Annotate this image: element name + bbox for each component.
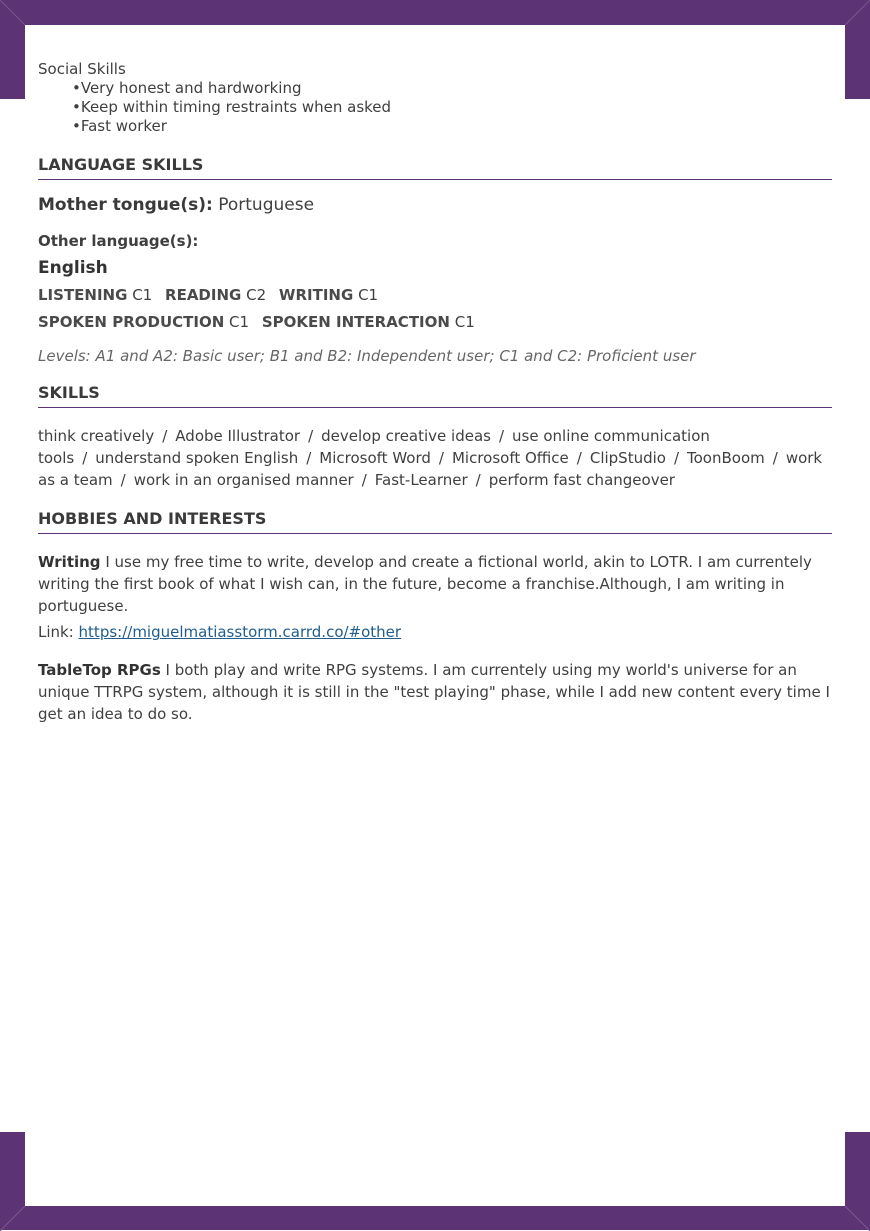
language-name: English bbox=[38, 258, 108, 278]
skill-item: Microsoft Office bbox=[451, 449, 569, 467]
skill-separator: / bbox=[475, 471, 481, 489]
skill-separator: / bbox=[308, 427, 314, 445]
portfolio-link[interactable]: https://miguelmatiasstorm.carrd.co/#other bbox=[78, 623, 402, 641]
corner-bottom-right bbox=[845, 1132, 870, 1230]
hobby-tabletop-rpgs bbox=[38, 659, 832, 725]
writing-value: C1 bbox=[358, 286, 379, 304]
skill-separator: / bbox=[438, 449, 444, 467]
skill-separator: / bbox=[673, 449, 680, 467]
corner-top-left bbox=[0, 0, 25, 99]
hobbies-heading: HOBBIES AND INTERESTS bbox=[38, 509, 832, 534]
skill-item: Fast-Learner bbox=[374, 471, 468, 489]
language-levels-row-2 bbox=[38, 313, 832, 332]
social-skills-title: Social Skills bbox=[38, 60, 126, 78]
skill-item: understand spoken English bbox=[95, 449, 299, 467]
mother-tongue-label: Mother tongue(s): bbox=[38, 195, 213, 215]
skill-separator: / bbox=[82, 449, 88, 467]
cv-content bbox=[38, 60, 832, 725]
skill-item: ClipStudio bbox=[589, 449, 666, 467]
corner-top-right bbox=[845, 0, 870, 99]
hobby-link-label: Link: bbox=[38, 623, 79, 641]
skill-item: think creatively bbox=[38, 427, 155, 445]
skill-item: work as a team bbox=[38, 449, 823, 489]
skill-item: develop creative ideas bbox=[321, 427, 491, 445]
levels-note: Levels: A1 and A2: Basic user; B1 and B2: Independent user; C1 and C2: Proficient user bbox=[38, 347, 696, 365]
hobby-rpg-text: I both play and write RPG systems. I am currentely using my world's universe for an unique TTRPG system, although it is still in the "test playing" phase, while I add new content every time I get an idea to do so. bbox=[38, 661, 830, 723]
spoken-interaction-value: C1 bbox=[454, 313, 475, 331]
skill-item: Microsoft Word bbox=[319, 449, 431, 467]
skill-separator: / bbox=[306, 449, 312, 467]
list-item: • Keep within timing restraints when asked bbox=[72, 98, 832, 117]
language-skills-heading: LANGUAGE SKILLS bbox=[38, 155, 832, 180]
skill-item: perform fast changeover bbox=[488, 471, 675, 489]
mother-tongue-value: Portuguese bbox=[218, 195, 315, 215]
page-frame-bottom bbox=[0, 1206, 870, 1230]
listening-label: LISTENING bbox=[38, 286, 128, 304]
writing-label: WRITING bbox=[278, 286, 354, 304]
mother-tongue bbox=[38, 196, 832, 215]
skill-separator: / bbox=[498, 427, 505, 445]
skill-item: Adobe Illustrator bbox=[175, 427, 301, 445]
social-skills-list bbox=[38, 79, 832, 136]
skills-heading: SKILLS bbox=[38, 383, 832, 408]
skill-item: use online communication tools bbox=[38, 427, 710, 467]
skill-separator: / bbox=[361, 471, 367, 489]
page-frame-top bbox=[0, 0, 870, 25]
spoken-production-value: C1 bbox=[229, 313, 250, 331]
hobby-writing-title: Writing bbox=[38, 553, 101, 571]
corner-bottom-left bbox=[0, 1132, 25, 1230]
listening-value: C1 bbox=[132, 286, 153, 304]
skill-separator: / bbox=[162, 427, 168, 445]
hobby-writing bbox=[38, 551, 832, 617]
skill-separator: / bbox=[576, 449, 582, 467]
skill-item: work in an organised manner bbox=[133, 471, 354, 489]
spoken-interaction-label: SPOKEN INTERACTION bbox=[261, 313, 450, 331]
skill-separator: / bbox=[772, 449, 778, 467]
language-levels-row-1 bbox=[38, 286, 832, 305]
spoken-production-label: SPOKEN PRODUCTION bbox=[38, 313, 225, 331]
hobby-rpg-title: TableTop RPGs bbox=[38, 661, 161, 679]
list-item: • Very honest and hardworking bbox=[72, 79, 832, 98]
skill-separator: / bbox=[120, 471, 126, 489]
hobby-link-row bbox=[38, 623, 832, 642]
skills-list bbox=[38, 425, 832, 491]
hobby-writing-text: I use my free time to write, develop and create a fictional world, akin to LOTR. I am currentely writing the first book of what I wish can, in the future, become a franchise.Although, I am writing in portuguese. bbox=[38, 553, 812, 615]
skill-item: ToonBoom bbox=[687, 449, 765, 467]
other-languages-label: Other language(s): bbox=[38, 232, 199, 250]
reading-value: C2 bbox=[246, 286, 267, 304]
list-item: • Fast worker bbox=[72, 117, 832, 136]
reading-label: READING bbox=[165, 286, 242, 304]
